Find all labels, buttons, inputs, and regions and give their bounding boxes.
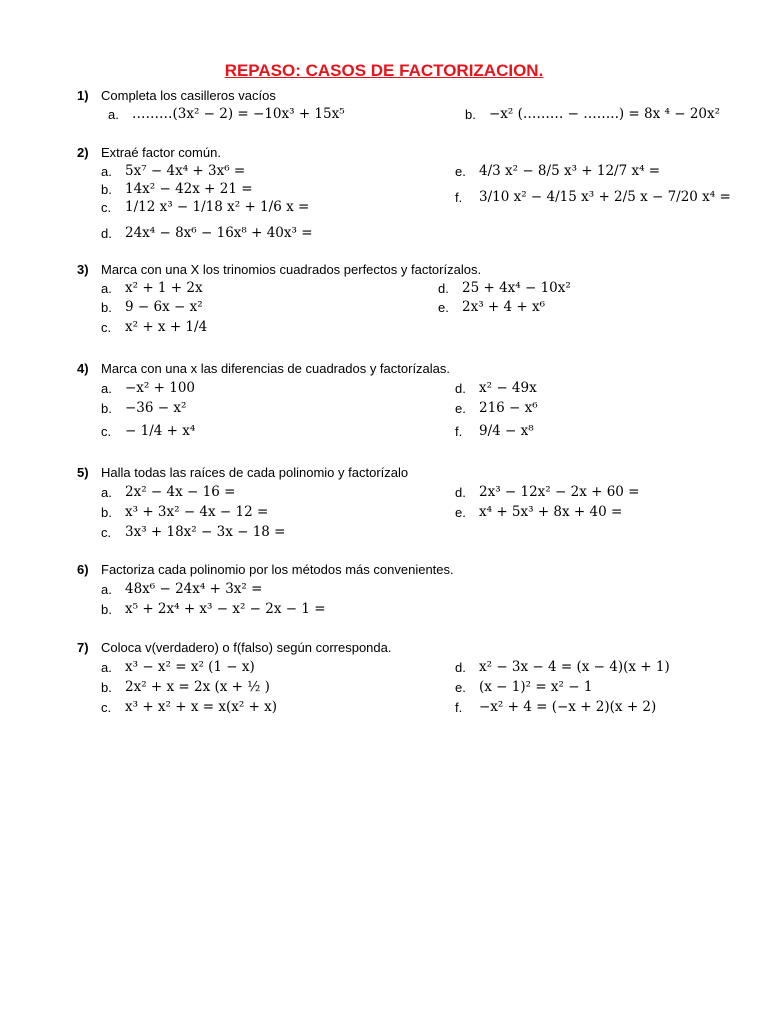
item-letter: a. [101,163,112,179]
s2-item-c [101,199,309,215]
math-expression: x³ − x² = x² (1 − x) [125,659,255,675]
item-letter: a. [101,484,112,500]
math-expression: 48x⁶ − 24x⁴ + 3x² = [125,581,263,597]
item-letter: d. [455,659,466,675]
s2-item-b [101,181,253,197]
item-letter: b. [101,181,112,197]
item-letter: a. [101,581,112,597]
math-expression: 5x⁷ − 4x⁴ + 3x⁶ = [125,163,246,179]
item-letter: b. [101,504,112,520]
item-letter: f. [455,423,463,439]
item-letter: d. [455,484,466,500]
math-expression: x⁴ + 5x³ + 8x + 40 = [479,504,623,520]
item-letter: e. [455,400,466,416]
math-expression: x² − 49x [479,380,537,396]
section-5-number: 5) [77,465,89,480]
math-expression: 25 + 4x⁴ − 10x² [462,280,571,296]
s5-item-e [455,504,622,520]
s3-item-e [438,299,545,315]
item-letter: d. [101,225,112,241]
section-7-instruction: Coloca v(verdadero) o f(falso) según corresponda. [101,640,392,655]
item-letter: a. [108,106,119,122]
math-expression: 2x² + x = 2x (x + ½ ) [125,679,270,695]
math-expression: 4/3 x² − 8/5 x³ + 12/7 x⁴ = [479,163,661,179]
s7-item-b [101,679,270,695]
math-expression: −x² + 4 = (−x + 2)(x + 2) [479,699,657,715]
section-2-instruction: Extraé factor común. [101,145,221,160]
item-letter: a. [101,280,112,296]
s4-item-f [455,423,534,439]
math-expression: 2x² − 4x − 16 = [125,484,236,500]
section-2-number: 2) [77,145,89,160]
math-expression: 24x⁴ − 8x⁶ − 16x⁸ + 40x³ = [125,225,313,241]
math-expression: 1/12 x³ − 1/18 x² + 1/6 x = [125,199,310,215]
math-expression: 3/10 x² − 4/15 x³ + 2/5 x − 7/20 x⁴ = [479,189,731,205]
item-letter: e. [438,299,449,315]
s4-item-c [101,423,195,439]
item-letter: e. [455,504,466,520]
s7-item-e [455,679,592,695]
math-expression: 9 − 6x − x² [125,299,203,315]
math-expression: 2x³ + 4 + x⁶ [462,299,546,315]
math-expression: − 1/4 + x⁴ [125,423,196,439]
math-expression: (x − 1)² = x² − 1 [479,679,593,695]
item-letter: b. [101,400,112,416]
section-6-instruction: Factoriza cada polinomio por los métodos más convenientes. [101,562,454,577]
section-3-instruction: Marca con una X los trinomios cuadrados perfectos y factorízalos. [101,262,482,277]
math-expression: 216 − x⁶ [479,400,538,416]
s6-item-b [101,601,326,617]
s4-item-a [101,380,195,396]
s2-item-f [455,189,731,205]
s5-item-b [101,504,268,520]
s4-item-e [455,400,538,416]
item-letter: a. [101,659,112,675]
s1-item-a [108,106,345,122]
s4-item-b [101,400,186,416]
item-letter: a. [101,380,112,396]
item-letter: c. [101,319,112,335]
item-letter: c. [101,699,112,715]
item-letter: b. [465,106,476,122]
s3-item-d [438,280,571,296]
section-5-instruction: Halla todas las raíces de cada polinomio y factorízalo [101,465,409,480]
math-expression: 14x² − 42x + 21 = [125,181,253,197]
item-letter: f. [455,699,463,715]
math-expression: x³ + 3x² − 4x − 12 = [125,504,269,520]
item-letter: e. [455,163,466,179]
math-expression: ………(3x² − 2) = −10x³ + 15x⁵ [132,106,345,122]
math-expression: 9/4 − x⁸ [479,423,534,439]
section-3-number: 3) [77,262,89,277]
s5-item-a [101,484,235,500]
worksheet-title: REPASO: CASOS DE FACTORIZACION. [224,61,544,80]
math-expression: x³ + x² + x = x(x² + x) [125,699,278,715]
math-expression: −x² (……… − ……..) = 8x ⁴ − 20x² [489,106,721,122]
section-7-number: 7) [77,640,89,655]
item-letter: b. [101,679,112,695]
s7-item-d [455,659,670,675]
s5-item-d [455,484,639,500]
item-letter: d. [455,380,466,396]
item-letter: f. [455,189,463,205]
section-1-instruction: Completa los casilleros vacíos [101,88,276,103]
s7-item-f [455,699,656,715]
section-6-number: 6) [77,562,89,577]
item-letter: e. [455,679,466,695]
s3-item-a [101,280,203,296]
section-1-number: 1) [77,88,89,103]
item-letter: b. [101,299,112,315]
math-expression: x² + x + 1/4 [125,319,208,335]
section-4-number: 4) [77,361,89,376]
math-expression: 3x³ + 18x² − 3x − 18 = [125,524,286,540]
item-letter: c. [101,199,112,215]
math-expression: −36 − x² [125,400,187,416]
item-letter: d. [438,280,449,296]
item-letter: c. [101,423,112,439]
math-expression: x⁵ + 2x⁴ + x³ − x² − 2x − 1 = [125,601,326,617]
s2-item-e [455,163,660,179]
item-letter: b. [101,601,112,617]
math-expression: x² − 3x − 4 = (x − 4)(x + 1) [479,659,670,675]
s2-item-a [101,163,245,179]
s7-item-a [101,659,255,675]
s7-item-c [101,699,277,715]
s3-item-c [101,319,207,335]
math-expression: 2x³ − 12x² − 2x + 60 = [479,484,640,500]
s6-item-a [101,581,262,597]
math-expression: x² + 1 + 2x [125,280,203,296]
item-letter: c. [101,524,112,540]
section-4-instruction: Marca con una x las diferencias de cuadrados y factorízalas. [101,361,451,376]
s4-item-d [455,380,537,396]
s2-item-d [101,225,313,241]
s5-item-c [101,524,285,540]
math-expression: −x² + 100 [125,380,195,396]
s3-item-b [101,299,203,315]
s1-item-b [465,106,720,122]
